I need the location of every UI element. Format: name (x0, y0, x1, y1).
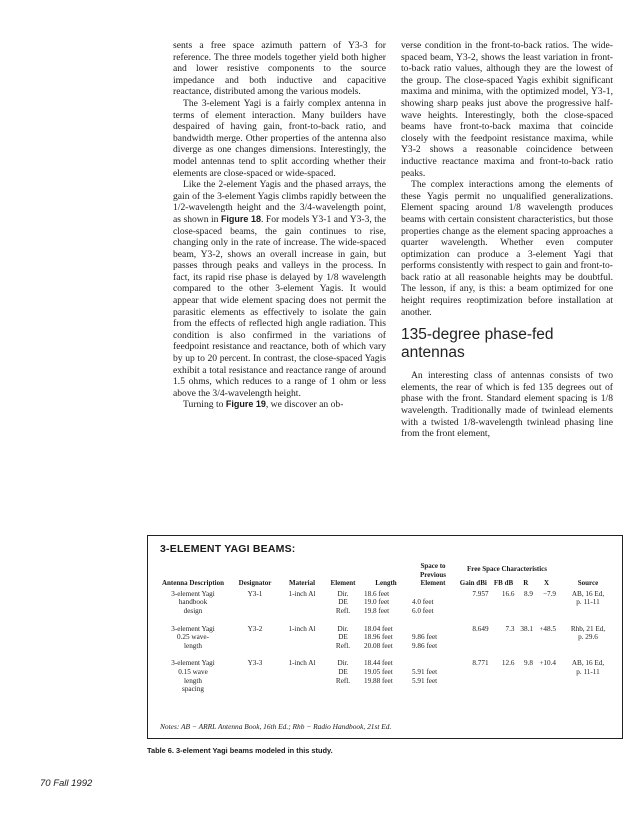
cell-line: 18.04 feet (364, 624, 393, 633)
table-cell: Y3-2 (247, 624, 263, 633)
table-cell: 1-inch Al (288, 589, 316, 598)
table-title: 3-ELEMENT YAGI BEAMS: (160, 543, 296, 555)
table-body (156, 590, 618, 694)
header-designator: Designator (238, 579, 272, 588)
cell-line: DE (338, 667, 348, 676)
page-footer: 70 Fall 1992 (40, 778, 93, 789)
paragraph-text: Turning to (183, 399, 226, 411)
section-heading-line: antennas (401, 344, 465, 362)
cell-source (558, 590, 618, 616)
header-free-space: Free Space Characteristics (467, 565, 547, 574)
yagi-table (156, 562, 618, 694)
header-source: Source (577, 579, 599, 588)
paragraph (173, 399, 386, 411)
cell-line: 18.44 feet (364, 659, 393, 668)
table-cell: 8.9 (523, 589, 533, 598)
cell-lengths (362, 590, 410, 616)
left-text-column (173, 40, 386, 411)
cell-line: 19.0 feet (364, 598, 390, 607)
section-heading-line: 135-degree phase-fed (401, 326, 554, 344)
cell-line: handbook (178, 598, 208, 607)
header-x: X (543, 579, 550, 588)
cell-line: 18.96 feet (364, 633, 393, 642)
cell-line: 0.15 wave (178, 667, 208, 676)
cell-line: spacing (182, 685, 204, 694)
cell-line: length (184, 676, 202, 685)
cell-line: 6.0 feet (412, 606, 434, 615)
paragraph (173, 179, 386, 399)
table-cell: 7.3 (505, 624, 515, 633)
cell-elements (324, 625, 362, 651)
cell-line: Refl. (335, 606, 351, 615)
cell-line: 19.88 feet (364, 676, 393, 685)
right-text-column (401, 40, 613, 440)
paragraph-text: , we discover an ob- (265, 399, 344, 411)
header-material: Material (288, 579, 316, 588)
figure-reference: Figure 18 (220, 213, 262, 224)
paragraph: sents a free space azimuth pattern of Y3-3 for reference. The three models together yield both higher and lower resistive components to the source impedance and both inductive and capacitive reactance, distributed among the various models. (173, 40, 386, 98)
table-cell: 16.6 (501, 589, 515, 598)
cell-line: 0.25 wave- (177, 633, 209, 642)
table-cell: 1-inch Al (288, 659, 316, 668)
table-row (156, 590, 618, 616)
cell-source (558, 659, 618, 693)
row-spacer (156, 616, 618, 625)
paragraph-text: Like the 2-element Yagis and the phased arrays, the gain of the 3-element Yagis climbs rapidly between the 1/2-wavelength height and the 3/4-wavelength point, as shown in (173, 179, 386, 225)
section-heading (401, 326, 613, 362)
paragraph: verse condition in the front-to-back ratios. The wide-spaced beam, Y3-2, shows the least variation in front-to-back ratio values, although they are the lowest of the group. The close-spaced Yagis exhibit significant maxima and minima, with the optimized model, Y3-1, showing sharp peaks just above the progressive half-wave heights. Interestingly, both the close-spaced beams have front-to-back maxima that coincide closely with the feedpoint resistance maxima, while Y3-2 shows a reasonable coincidence between inductive reactance maxima and front-to-back ratio peaks. (401, 40, 613, 179)
table-cell: 7.957 (472, 589, 489, 598)
cell-line: Dir. (337, 589, 349, 598)
cell-line: 9.86 feet (412, 641, 438, 650)
cell-line: p. 29.6 (578, 633, 598, 642)
cell-elements (324, 590, 362, 616)
cell-line: design (183, 606, 203, 615)
table-cell: 8.649 (472, 624, 489, 633)
table-notes: Notes: AB − ARRL Antenna Book, 16th Ed.; Rhb − Radio Handbook, 21st Ed. (160, 722, 392, 731)
cell-line: 5.91 feet (412, 667, 438, 676)
cell-spaces (410, 590, 456, 616)
table-row (156, 625, 618, 651)
cell-line: 4.0 feet (412, 598, 434, 607)
cell-lengths (362, 625, 410, 651)
header-element: Element (330, 579, 356, 588)
cell-line: 3-element Yagi (171, 659, 215, 668)
table-cell: Y3-1 (247, 589, 263, 598)
cell-description (156, 590, 230, 616)
header-length: Length (375, 579, 397, 588)
cell-description (156, 659, 230, 693)
cell-line: 18.6 feet (364, 589, 390, 598)
cell-spaces (410, 625, 456, 651)
cell-line: Rhb, 21 Ed, (570, 624, 606, 633)
cell-elements (324, 659, 362, 693)
cell-line: DE (338, 633, 348, 642)
paragraph-text: . For models Y3-1 and Y3-3, the close-spaced beams, the gain continues to rise, changing only in the rate of increase. The wide-spaced beam, Y3-2, shows an overall increase in gain, but passes through peaks and valleys in the process. In fact, its rapid rise phase is delayed by 1/8 wavelength compared to the other 3-element Yagis. It would appear that wide element spacing does not permit the parasitic elements as effectively to isolate the gain from the effects of reflected high angle radiation. This condition is also confirmed in the variations of feedpoint resistance and reactance, both of which vary by up to 20 percent. In contrast, the close-spaced Yagis exhibit a total resistance and reactance range of around 1.5 ohms, which reduces to a range of 1 ohm or less above the 3/4-wavelength height. (173, 213, 387, 399)
cell-line (412, 590, 454, 599)
table-cell: 38.1 (520, 624, 533, 633)
cell-line: length (184, 641, 202, 650)
cell-line: p. 11-11 (576, 667, 600, 676)
paragraph: The 3-element Yagi is a fairly complex antenna in terms of element interaction. Many builders have despaired of having gain, front-to-back ratio, and bandwidth merge. Other properties of the antenna also diverge as one changes dimensions. Interestingly, the model antennas tend to split according whether their elements are close-spaced or wide-spaced. (173, 97, 386, 179)
cell-line: Dir. (337, 659, 349, 668)
header-fb: FB dB (493, 579, 514, 588)
cell-source (558, 625, 618, 651)
cell-line: 3-element Yagi (171, 624, 215, 633)
figure-reference: Figure 19 (225, 399, 266, 410)
cell-line: AB, 16 Ed, (571, 659, 605, 668)
table-cell: 8.771 (472, 659, 489, 668)
table-cell: +48.5 (539, 624, 556, 633)
cell-line: p. 11-11 (576, 598, 600, 607)
cell-line: 19.05 feet (364, 667, 393, 676)
cell-line: AB, 16 Ed, (571, 589, 605, 598)
cell-spaces (410, 659, 456, 693)
paragraph: The complex interactions among the elements of these Yagis permit no unqualified generalizations. Element spacing around 1/8 wavelength produces beams with certain consistent characteristics, but those properties change as the element spacing approaches a quarter wavelength. Whether even computer optimization can produce a 3-element Yagi that performs consistently with respect to gain and front-to-back ratio at all reasonable heights may be doubtful. The lesson, if any, is this: a beam optimized for one height requires reoptimization before installation at another. (401, 179, 613, 318)
cell-line: 19.8 feet (364, 606, 390, 615)
header-r: R (523, 579, 529, 588)
table-caption: Table 6. 3-element Yagi beams modeled in this study. (147, 746, 333, 755)
cell-line: 5.91 feet (412, 676, 438, 685)
table-cell: 12.6 (501, 659, 515, 668)
yagi-table-box (147, 535, 623, 739)
cell-line: 3-element Yagi (171, 589, 215, 598)
table-cell: −7.9 (542, 589, 556, 598)
table-cell: 9.8 (523, 659, 533, 668)
cell-line: 20.08 feet (364, 641, 393, 650)
header-space: Space to Previous Element (420, 562, 446, 588)
table-cell: Y3-3 (247, 659, 263, 668)
table-row (156, 659, 618, 693)
cell-description (156, 625, 230, 651)
table-cell: 1-inch Al (288, 624, 316, 633)
header-antenna: Antenna Description (161, 579, 225, 588)
row-spacer (156, 650, 618, 659)
cell-line: 9.86 feet (412, 633, 438, 642)
cell-line (412, 659, 454, 668)
cell-lengths (362, 659, 410, 693)
cell-line: Refl. (335, 641, 351, 650)
cell-line: Refl. (335, 676, 351, 685)
paragraph: An interesting class of antennas consists of two elements, the rear of which is fed 135 degrees out of phase with the front. Standard element spacing is 1/8 wavelength. Traditionally made of twinlead elements with a twisted 1/8-wavelength twinlead phasing line from the front element, (401, 370, 613, 440)
cell-line (412, 625, 454, 634)
cell-line: Dir. (337, 624, 349, 633)
header-gain: Gain dBi (459, 579, 487, 588)
table-cell: +10.4 (539, 659, 556, 668)
cell-line: DE (338, 598, 348, 607)
